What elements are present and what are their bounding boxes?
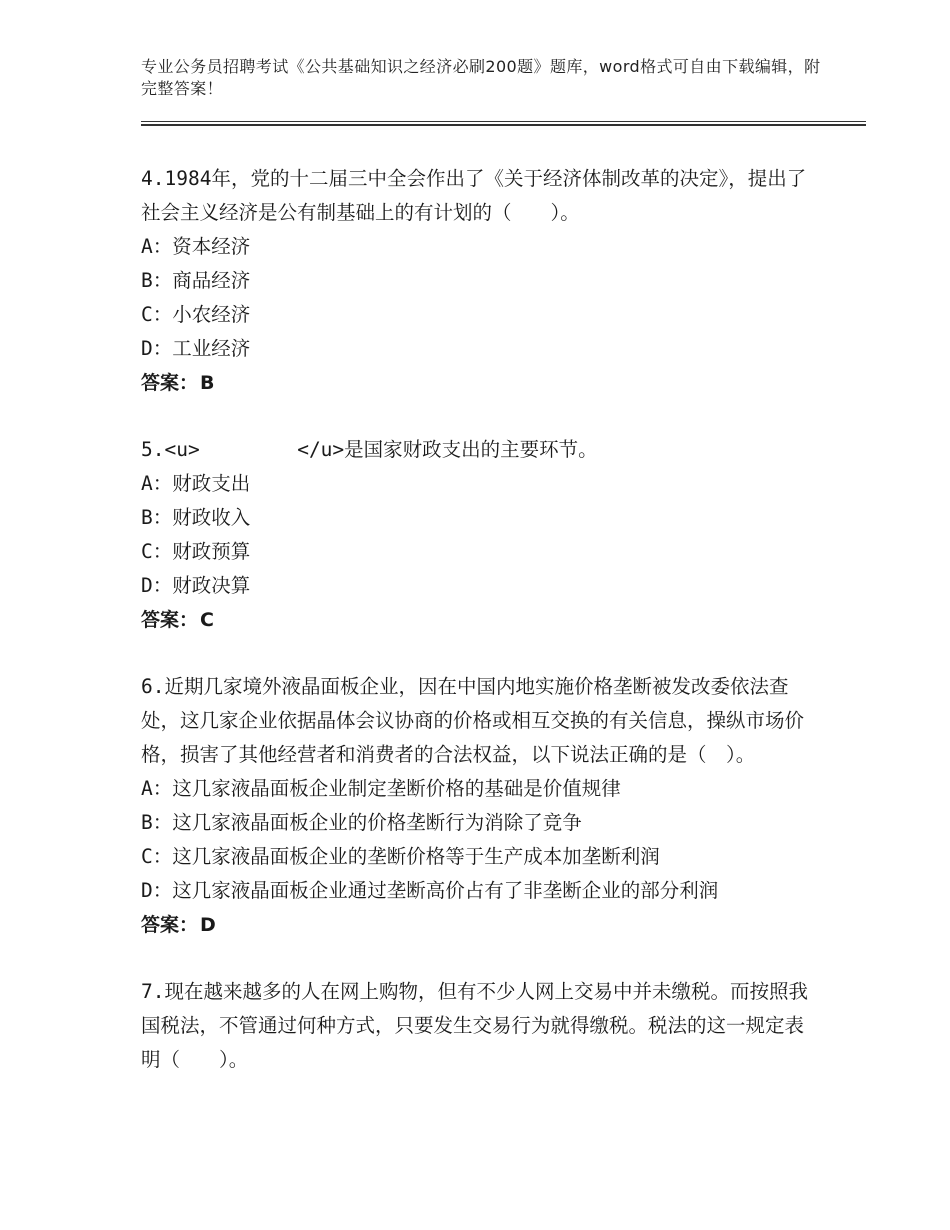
answer-line — [141, 908, 821, 942]
option-a: A：资本经济 — [141, 235, 251, 258]
header-divider-thick — [141, 124, 866, 126]
option-b: B：财政收入 — [141, 506, 251, 529]
question-stem: 6.近期几家境外液晶面板企业，因在中国内地实施价格垄断被发改委依法查处，这几家企业依据晶体会议协商的价格或相互交换的有关信息，操纵市场价格，损害了其他经营者和消费者的合法权益，以下说法正确的是（ ）。 — [141, 675, 805, 766]
option-b: B：商品经济 — [141, 269, 251, 292]
question-6 — [141, 670, 821, 942]
question-stem: 4.1984年，党的十二届三中全会作出了《关于经济体制改革的决定》，提出了社会主义经济是公有制基础上的有计划的（ ）。 — [141, 167, 807, 224]
question-7 — [141, 975, 821, 1077]
question-stem: 5.<u> </u>是国家财政支出的主要环节。 — [141, 438, 598, 461]
question-4 — [141, 162, 821, 400]
question-5 — [141, 433, 821, 637]
option-c: C：财政预算 — [141, 540, 251, 563]
header-divider-thin — [141, 121, 866, 122]
answer-label: 答案： — [141, 914, 199, 936]
question-list — [141, 162, 821, 1077]
option-c: C：这几家液晶面板企业的垄断价格等于生产成本加垄断利润 — [141, 845, 660, 868]
question-spacer — [141, 942, 821, 975]
question-spacer — [141, 400, 821, 433]
option-d: D：财政决算 — [141, 574, 251, 597]
option-d: D：工业经济 — [141, 337, 251, 360]
answer-value: D — [200, 914, 216, 936]
answer-line — [141, 366, 821, 400]
answer-value: C — [200, 609, 214, 631]
page-header: 专业公务员招聘考试《公共基础知识之经济必刷200题》题库，word格式可自由下载编辑，附完整答案！ — [141, 57, 821, 98]
answer-label: 答案： — [141, 372, 199, 394]
answer-line — [141, 603, 821, 637]
option-a: A：这几家液晶面板企业制定垄断价格的基础是价值规律 — [141, 777, 621, 800]
answer-label: 答案： — [141, 609, 199, 631]
question-spacer — [141, 637, 821, 670]
option-c: C：小农经济 — [141, 303, 251, 326]
option-a: A：财政支出 — [141, 472, 251, 495]
option-b: B：这几家液晶面板企业的价格垄断行为消除了竞争 — [141, 811, 582, 834]
option-d: D：这几家液晶面板企业通过垄断高价占有了非垄断企业的部分利润 — [141, 879, 719, 902]
question-stem: 7.现在越来越多的人在网上购物，但有不少人网上交易中并未缴税。而按照我国税法，不管通过何种方式，只要发生交易行为就得缴税。税法的这一规定表明（ ）。 — [141, 980, 808, 1071]
answer-value: B — [200, 372, 215, 394]
